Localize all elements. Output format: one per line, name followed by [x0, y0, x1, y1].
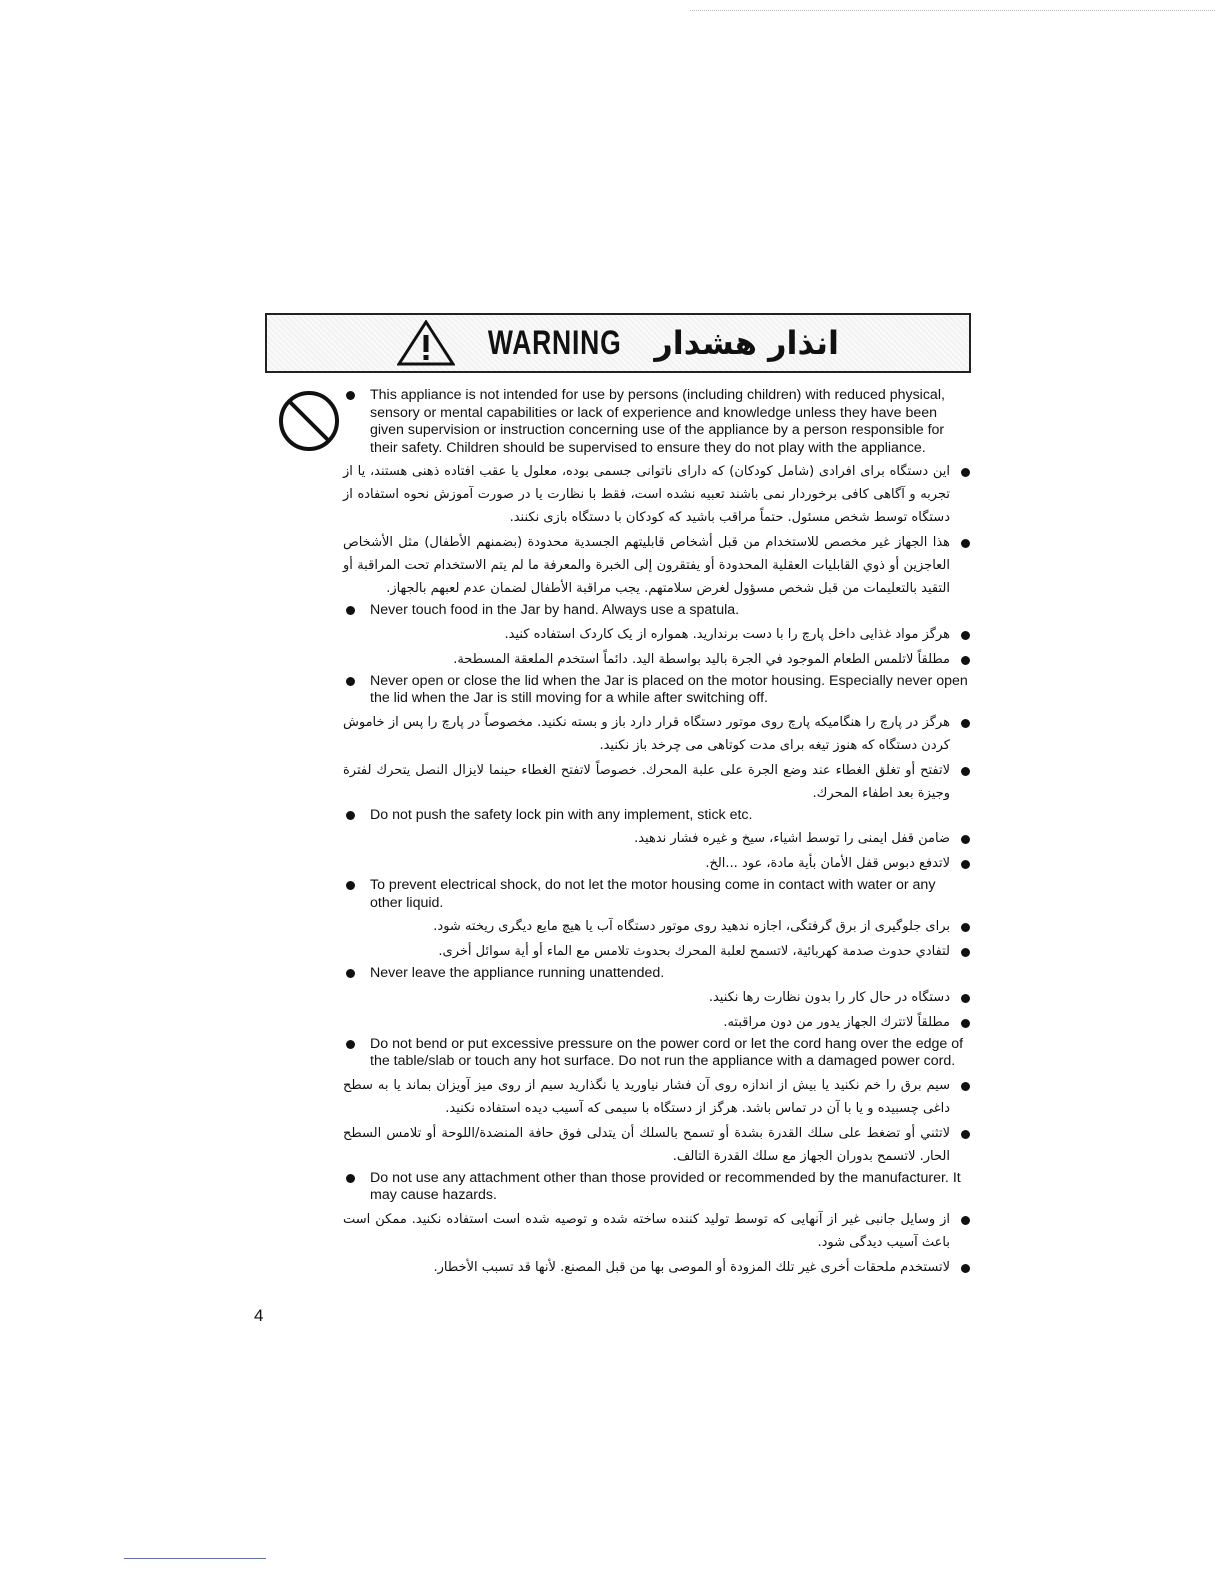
warning-triangle-icon [397, 320, 455, 366]
bullet-icon [346, 1040, 355, 1049]
warning-item-en: Never leave the appliance running unattended. [343, 965, 970, 983]
bullet-icon [961, 923, 970, 932]
bullet-icon [346, 881, 355, 890]
warning-item-fa: این دستگاه برای افرادی (شامل کودکان) که دارای ناتوانی جسمی بوده، معلول یا عقب افتاده ذهنی هستند، یا از تجربه و آگاهی کافی برخوردار نمی باشند تعبیه نشده است، فقط با نظارت یا در صورت آموزش نحوه استفاده از دستگاه توسط شخص مسئول. حتماً مراقب باشید که کودکان با دستگاه بازی نکنند. [343, 460, 970, 529]
warning-item-fa: ضامن قفل ایمنی را توسط اشیاء، سیخ و غیره فشار ندهید. [343, 827, 970, 850]
bullet-icon [961, 539, 970, 548]
warning-item-fa: برای جلوگیری از برق گرفتگی، اجازه ندهید روی موتور دستگاه آب یا هیچ مایع دیگری ریخته شود. [343, 915, 970, 938]
warning-title-ar: انذار هشدار [654, 324, 839, 362]
warning-banner [265, 313, 971, 373]
warning-item-ar: لاتفتح أو تغلق الغطاء عند وضع الجرة على علبة المحرك. خصوصاً لاتفتح الغطاء حينما لايزال النصل يتحرك لفترة وجيزة بعد اطفاء المحرك. [343, 759, 970, 805]
warning-item-ar: لتفادي حدوث صدمة كهربائية، لاتسمح لعلبة المحرك بحدوث تلامس مع الماء أو أية سوائل أخرى. [343, 940, 970, 963]
warning-item-en: To prevent electrical shock, do not let the motor housing come in contact with water or any other liquid. [343, 877, 970, 912]
warning-item-en: This appliance is not intended for use by persons (including children) with reduced physical, sensory or mental capabilities or lack of experience and knowledge unless they have been given supervision or instruction concerning use of the appliance by a person responsible for their safety. Children should be supervised to ensure they do not play with the appliance. [343, 387, 970, 457]
warning-item-fa: سیم برق را خم نکنید یا بیش از اندازه روی آن فشار نیاورید یا نگذارید سیم از روی میز آویزان بماند یا به سطح داغی چسبیده و یا با آن در تماس باشد. هرگز از دستگاه با سیمی که آسیب دیده استفاده نکنید. [343, 1074, 970, 1120]
bullet-icon [961, 1082, 970, 1091]
bullet-icon [346, 606, 355, 615]
warning-item-ar: مطلقاً لاتلمس الطعام الموجود في الجرة باليد بواسطة اليد. دائماً استخدم الملعقة المسطحة. [343, 648, 970, 671]
page-number: 4 [254, 1306, 264, 1325]
warning-item-en: Do not bend or put excessive pressure on the power cord or let the cord hang over the edge of the table/slab or touch any hot surface. Do not run the appliance with a damaged power cord. [343, 1036, 970, 1071]
footer-rule [124, 1558, 266, 1559]
bullet-icon [961, 719, 970, 728]
warning-item-en: Never open or close the lid when the Jar is placed on the motor housing. Especially never open the lid when the Jar is still moving for a while after switching off. [343, 673, 970, 708]
bullet-icon [961, 468, 970, 477]
warning-item-fa: هرگز مواد غذایی داخل پارچ را با دست برندارید. همواره از یک کاردک استفاده کنید. [343, 623, 970, 646]
bullet-icon [961, 1216, 970, 1225]
bullet-icon [346, 969, 355, 978]
bullet-icon [961, 1019, 970, 1028]
bullet-icon [961, 994, 970, 1003]
warning-item-ar: مطلقاً لاتترك الجهاز يدور من دون مراقبته. [343, 1011, 970, 1034]
warning-item-en: Do not use any attachment other than those provided or recommended by the manufacturer. It may cause hazards. [343, 1170, 970, 1205]
bullet-icon [346, 1174, 355, 1183]
bullet-icon [346, 677, 355, 686]
bullet-icon [961, 656, 970, 665]
warning-item-fa: دستگاه در حال کار را بدون نظارت رها نکنید. [343, 986, 970, 1009]
warning-item-fa: هرگز در پارچ را هنگامیکه پارچ روی موتور دستگاه قرار دارد باز و بسته نکنید. مخصوصاً در پارچ را پس از خاموش کردن دستگاه که هنوز تیغه برای مدت کوتاهی می چرخد باز نکنید. [343, 711, 970, 757]
bullet-icon [961, 948, 970, 957]
warning-item-en: Do not push the safety lock pin with any implement, stick etc. [343, 807, 970, 825]
warning-item-ar: لاتثني أو تضغط على سلك القدرة بشدة أو تسمح بالسلك أن يتدلى فوق حافة المنضدة/اللوحة أو تلامس السطح الحار. لاتسمح بدوران الجهاز مع سلك القدرة التالف. [343, 1122, 970, 1168]
warning-list [343, 387, 970, 1281]
bullet-icon [961, 1264, 970, 1273]
bullet-icon [961, 767, 970, 776]
warning-title-en: WARNING [487, 323, 622, 362]
bullet-icon [961, 835, 970, 844]
bullet-icon [346, 811, 355, 820]
bullet-icon [346, 391, 355, 400]
warning-item-ar: هذا الجهاز غير مخصص للاستخدام من قبل أشخاص قابليتهم الجسدية محدودة (بضمنهم الأطفال) مثل الأشخاص العاجزين أو ذوي القابليات العقلية المحدودة أو يفتقرون إلى الخبرة والمعرفة ما لم يتم الاستخدام تحت المراقبة أو التقيد بالتعليمات من قبل شخص مسؤول لغرض سلامتهم. يجب مراقبة الأطفال لضمان عدم لعبهم بالجهاز. [343, 531, 970, 600]
warning-item-en: Never touch food in the Jar by hand. Always use a spatula. [343, 602, 970, 620]
bullet-icon [961, 631, 970, 640]
bullet-icon [961, 1130, 970, 1139]
prohibition-icon [277, 389, 341, 453]
warning-item-fa: از وسایل جانبی غیر از آنهایی که توسط تولید کننده ساخته شده و توصیه شده است استفاده نکنید. ممکن است باعث آسیب دیدگی شود. [343, 1208, 970, 1254]
bullet-icon [961, 860, 970, 869]
scan-edge-line [690, 10, 1215, 12]
warning-item-ar: لاتستخدم ملحقات أخرى غير تلك المزودة أو الموصى بها من قبل المصنع. لأنها قد تسبب الأخطار. [343, 1256, 970, 1279]
warning-item-ar: لاتدفع دبوس قفل الأمان بأية مادة، عود ...الخ. [343, 852, 970, 875]
